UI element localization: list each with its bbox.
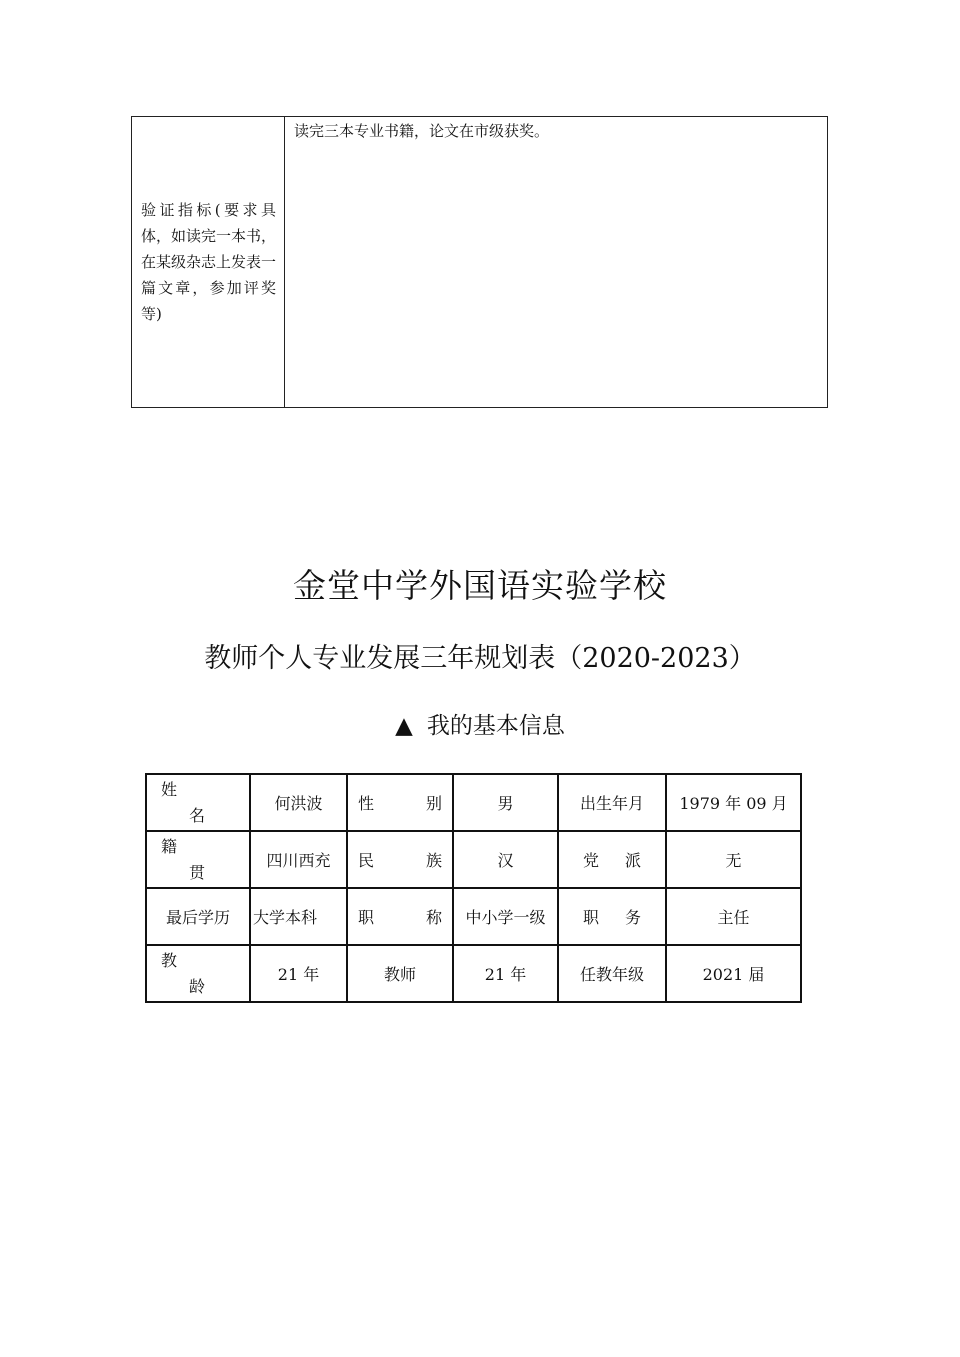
table-row <box>146 831 801 888</box>
label-cell: 性 别 <box>347 774 453 831</box>
label-cell: 最后学历 <box>146 888 250 945</box>
table-row <box>146 774 801 831</box>
gender-value: 男 <box>453 774 558 831</box>
name-value: 何洪波 <box>250 774 347 831</box>
section-heading <box>0 707 960 740</box>
teacher-years-value: 21 年 <box>453 945 558 1002</box>
plan-title: 教师个人专业发展三年规划表（2020-2023） <box>204 643 756 674</box>
grade-value: 2021 届 <box>666 945 801 1002</box>
verification-content: 读完三本专业书籍，论文在市级获奖。 <box>294 122 550 140</box>
triangle-icon: ▲ <box>395 713 413 739</box>
position-value: 主任 <box>666 888 801 945</box>
birth-value: 1979 年 09 月 <box>666 774 801 831</box>
label-cell: 教 龄 <box>146 945 250 1002</box>
label-cell: 姓 名 <box>146 774 250 831</box>
title-value: 中小学一级 <box>453 888 558 945</box>
verification-label: 验证指标(要求具体，如读完一本书，在某级杂志上发表一篇文章，参加评奖等) <box>141 201 277 323</box>
label-cell: 出生年月 <box>558 774 666 831</box>
school-title: 金堂中学外国语实验学校 <box>293 566 667 605</box>
ethnicity-value: 汉 <box>453 831 558 888</box>
hometown-value: 四川西充 <box>250 831 347 888</box>
label-cell: 任教年级 <box>558 945 666 1002</box>
label-cell: 籍 贯 <box>146 831 250 888</box>
teaching-age-value: 21 年 <box>250 945 347 1002</box>
table-row <box>146 945 801 1002</box>
label-cell: 教师 <box>347 945 453 1002</box>
education-value: 大学本科 <box>250 888 347 945</box>
verification-content-cell <box>285 117 827 407</box>
label-cell: 党 派 <box>558 831 666 888</box>
section-heading-text: 我的基本信息 <box>426 713 565 739</box>
table-row <box>146 888 801 945</box>
label-cell: 职 务 <box>558 888 666 945</box>
label-cell: 民 族 <box>347 831 453 888</box>
verification-table <box>131 116 828 408</box>
label-cell: 职 称 <box>347 888 453 945</box>
party-value: 无 <box>666 831 801 888</box>
verification-label-cell <box>132 117 285 407</box>
basic-info-table <box>145 773 802 1003</box>
